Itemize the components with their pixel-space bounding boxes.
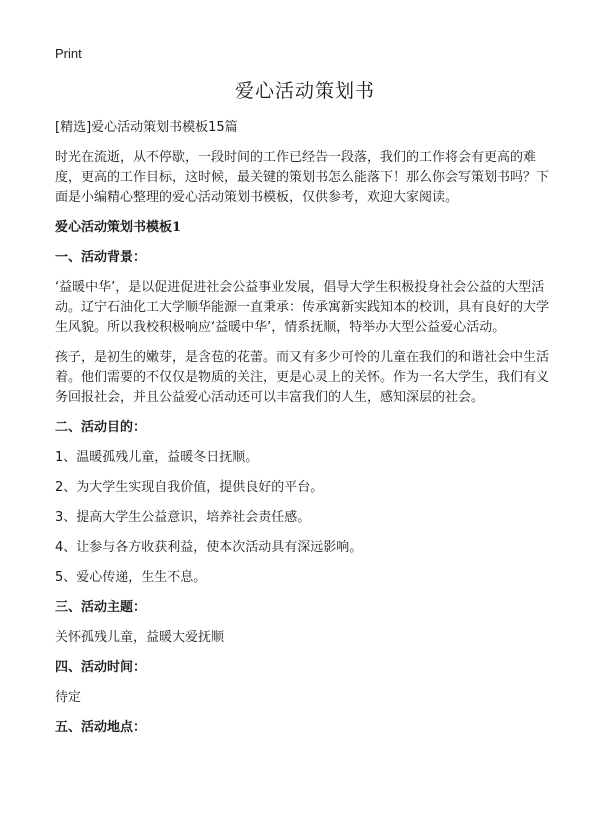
document-subtitle: [精选]爱心活动策划书模板15篇 xyxy=(55,120,238,135)
section-heading-time: 四、活动时间： xyxy=(55,660,147,675)
purpose-item: 1、温暖孤残儿童，益暖冬日抚顺。 xyxy=(55,450,259,465)
page-title: 爱心活动策划书 xyxy=(234,80,375,102)
purpose-item: 3、提高大学生公益意识，培养社会责任感。 xyxy=(55,510,311,525)
section-heading-theme: 三、活动主题： xyxy=(55,600,147,615)
background-paragraph-2: 孩子，是初生的嫩芽，是含苞的花蕾。而又有多少可怜的儿童在我们的和谐社会中生活着。他们需要的不仅仅是物质的关注，更是心灵上的关怀。作为一名大学生，我们有义务回报社会，并且公益爱心活动还可以丰富我们的人生，感知深层的社会。 xyxy=(55,350,550,405)
theme-text: 关怀孤残儿童，益暖大爱抚顺 xyxy=(55,630,225,645)
section-heading-purpose: 二、活动目的： xyxy=(55,420,147,435)
background-paragraph-1: ‘益暖中华’，是以促进促进社会公益事业发展，倡导大学生积极投身社会公益的大型活动。辽宁石油化工大学顺华能源一直秉承：传承寓新实践知本的校训，具有良好的大学生风貌。所以我校积极响应‘益暖中华’，情系抚顺，特举办大型公益爱心活动。 xyxy=(55,280,550,335)
section-heading-background: 一、活动背景： xyxy=(55,250,147,265)
time-text: 待定 xyxy=(55,690,82,705)
purpose-item: 2、为大学生实现自我价值，提供良好的平台。 xyxy=(55,480,324,495)
print-link[interactable]: Print xyxy=(55,46,82,61)
purpose-item: 5、爱心传递，生生不息。 xyxy=(55,570,207,585)
document-content xyxy=(55,78,555,748)
purpose-item: 4、让参与各方收获利益，使本次活动具有深远影响。 xyxy=(55,540,363,555)
template-heading: 爱心活动策划书模板1 xyxy=(55,220,182,235)
intro-paragraph: 时光在流逝，从不停歇，一段时间的工作已经告一段落，我们的工作将会有更高的难度，更高的工作目标，这时候，最关键的策划书怎么能落下！那么你会写策划书吗？下面是小编精心整理的爱心活动策划书模板，仅供参考，欢迎大家阅读。 xyxy=(55,150,550,205)
section-heading-location: 五、活动地点： xyxy=(55,720,147,735)
